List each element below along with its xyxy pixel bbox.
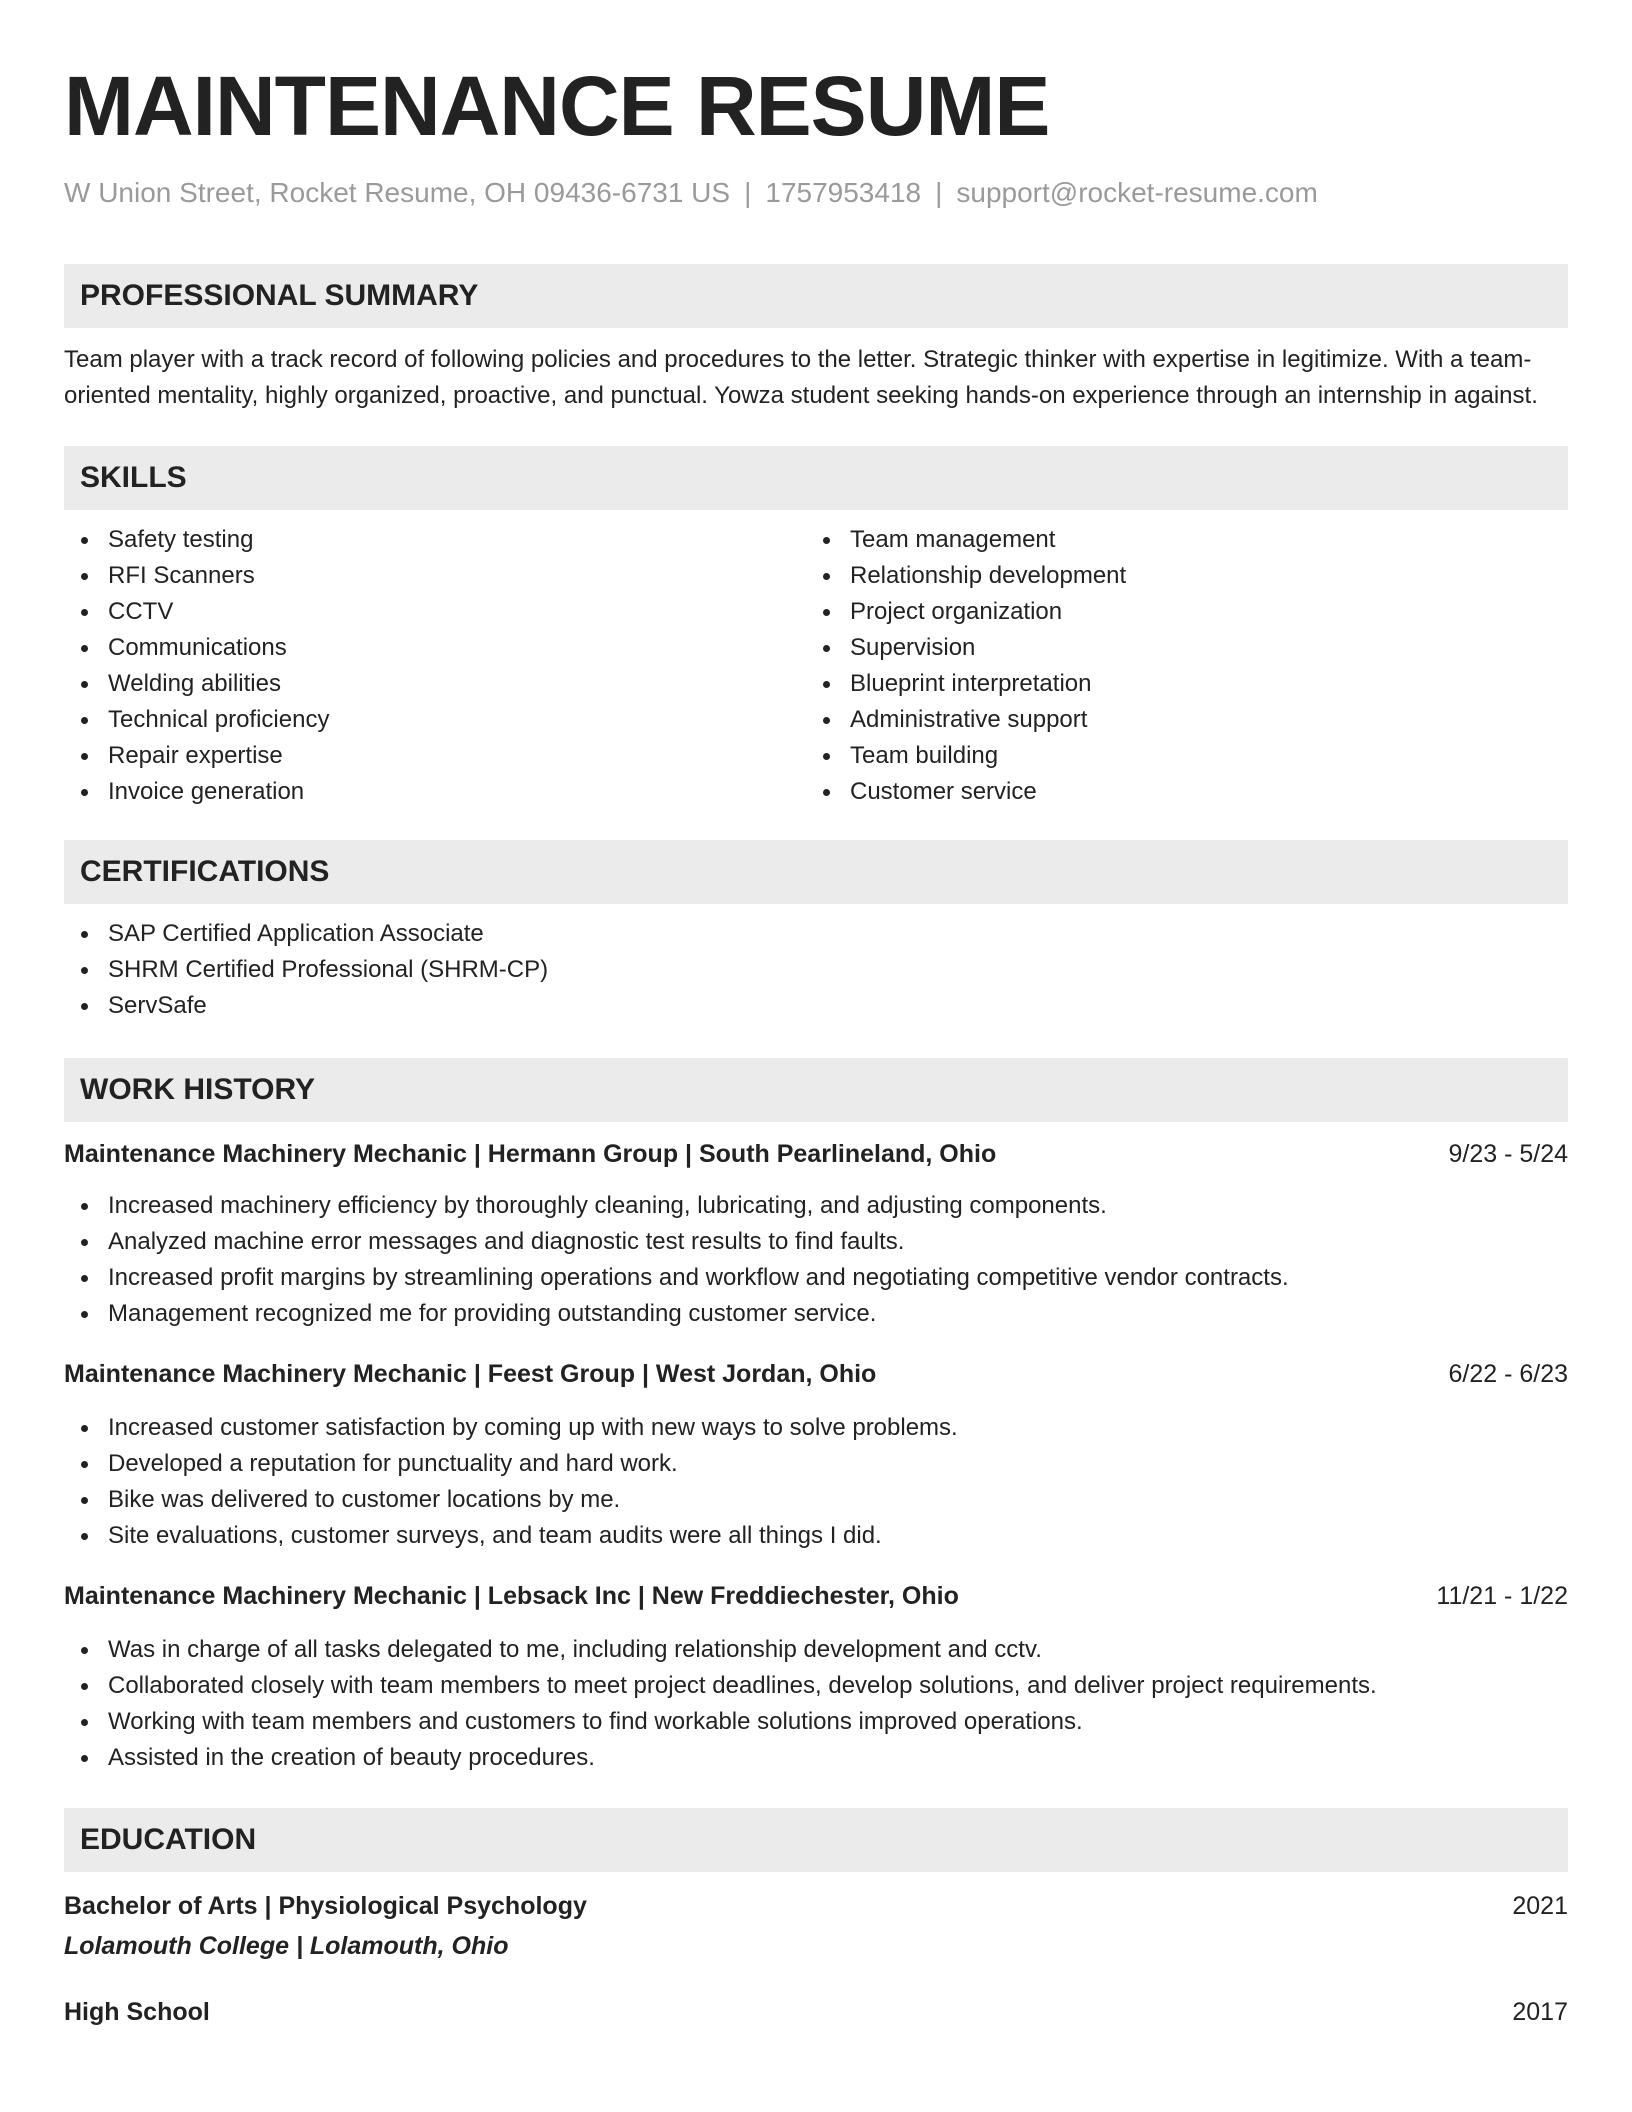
section-header-summary: PROFESSIONAL SUMMARY <box>64 264 1568 328</box>
job-bullets <box>64 1632 1568 1776</box>
education-header <box>64 1994 1568 2030</box>
job-dates: 11/21 - 1/22 <box>1436 1581 1568 1610</box>
job-title: Maintenance Machinery Mechanic | Hermann Group | South Pearlineland, Ohio <box>64 1139 997 1168</box>
contact-address: W Union Street, Rocket Resume, OH 09436-6731 US <box>64 177 731 208</box>
job-bullet: Collaborated closely with team members to meet project deadlines, develop solutions, and deliver project requirements. <box>64 1668 1568 1704</box>
skill-item: Communications <box>64 630 806 666</box>
job-bullet: Was in charge of all tasks delegated to me, including relationship development and cctv. <box>64 1632 1568 1668</box>
skill-item: Repair expertise <box>64 738 806 774</box>
education-entry <box>64 1888 1568 1964</box>
skill-item: Relationship development <box>806 558 1548 594</box>
certification-item: SAP Certified Application Associate <box>64 916 1568 952</box>
skill-item: Customer service <box>806 774 1548 810</box>
job-bullets <box>64 1410 1568 1554</box>
skill-item: CCTV <box>64 594 806 630</box>
contact-separator: | <box>935 177 943 208</box>
job-entry <box>64 1578 1568 1776</box>
skill-item: Administrative support <box>806 702 1548 738</box>
certification-item: ServSafe <box>64 988 1568 1024</box>
skills-list-left <box>64 522 806 810</box>
section-header-certifications: CERTIFICATIONS <box>64 840 1568 904</box>
skill-item: Blueprint interpretation <box>806 666 1548 702</box>
skill-item: Project organization <box>806 594 1548 630</box>
contact-phone: 1757953418 <box>765 177 922 208</box>
job-entry <box>64 1136 1568 1332</box>
education-year: 2021 <box>1512 1891 1568 1920</box>
skills-grid <box>64 522 1568 810</box>
job-bullet: Bike was delivered to customer locations by me. <box>64 1482 1568 1518</box>
skills-list-right <box>806 522 1548 810</box>
job-entry <box>64 1356 1568 1554</box>
job-bullet: Increased customer satisfaction by coming up with new ways to solve problems. <box>64 1410 1568 1446</box>
certifications-list <box>64 916 1568 1024</box>
section-header-work-history: WORK HISTORY <box>64 1058 1568 1122</box>
skill-item: Welding abilities <box>64 666 806 702</box>
skill-item: Team building <box>806 738 1548 774</box>
section-header-education: EDUCATION <box>64 1808 1568 1872</box>
contact-email: support@rocket-resume.com <box>956 177 1318 208</box>
skill-item: Invoice generation <box>64 774 806 810</box>
skill-item: Supervision <box>806 630 1548 666</box>
contact-separator: | <box>744 177 752 208</box>
contact-line <box>64 176 1568 210</box>
skill-item: Team management <box>806 522 1548 558</box>
job-bullet: Assisted in the creation of beauty procedures. <box>64 1740 1568 1776</box>
skill-item: RFI Scanners <box>64 558 806 594</box>
job-bullet: Site evaluations, customer surveys, and team audits were all things I did. <box>64 1518 1568 1554</box>
job-bullet: Management recognized me for providing outstanding customer service. <box>64 1296 1568 1332</box>
section-header-skills: SKILLS <box>64 446 1568 510</box>
job-bullet: Developed a reputation for punctuality and hard work. <box>64 1446 1568 1482</box>
job-header <box>64 1356 1568 1392</box>
job-bullet: Analyzed machine error messages and diagnostic test results to find faults. <box>64 1224 1568 1260</box>
job-header <box>64 1136 1568 1172</box>
education-degree: High School <box>64 1997 210 2026</box>
job-title: Maintenance Machinery Mechanic | Lebsack Inc | New Freddiechester, Ohio <box>64 1581 959 1610</box>
education-entry <box>64 1994 1568 2030</box>
job-bullet: Working with team members and customers to find workable solutions improved operations. <box>64 1704 1568 1740</box>
education-school: Lolamouth College | Lolamouth, Ohio <box>64 1931 509 1960</box>
education-header <box>64 1888 1568 1924</box>
job-dates: 6/22 - 6/23 <box>1448 1359 1568 1388</box>
skill-item: Technical proficiency <box>64 702 806 738</box>
summary-text: Team player with a track record of following policies and procedures to the letter. Strategic thinker with expertise in legitimize. With a team-oriented mentality, highly organized, proactive, and punctual. Yowza student seeking hands-on experience through an internship in against. <box>64 345 1538 409</box>
job-bullets <box>64 1188 1568 1332</box>
certification-item: SHRM Certified Professional (SHRM-CP) <box>64 952 1568 988</box>
education-degree: Bachelor of Arts | Physiological Psychology <box>64 1891 587 1920</box>
job-title: Maintenance Machinery Mechanic | Feest Group | West Jordan, Ohio <box>64 1359 877 1388</box>
skill-item: Safety testing <box>64 522 806 558</box>
job-dates: 9/23 - 5/24 <box>1448 1139 1568 1168</box>
education-year: 2017 <box>1512 1997 1568 2026</box>
resume-name: MAINTENANCE RESUME <box>64 59 1050 153</box>
job-bullet: Increased machinery efficiency by thoroughly cleaning, lubricating, and adjusting components. <box>64 1188 1568 1224</box>
job-header <box>64 1578 1568 1614</box>
job-bullet: Increased profit margins by streamlining operations and workflow and negotiating competitive vendor contracts. <box>64 1260 1568 1296</box>
